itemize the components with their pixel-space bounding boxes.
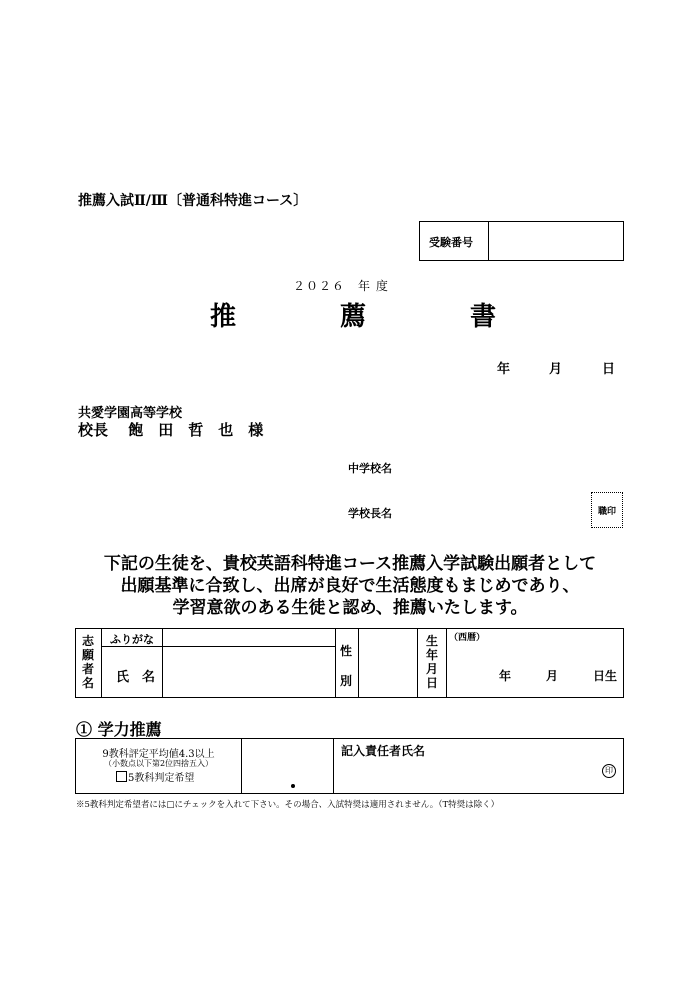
birth-month-label: 月 (546, 669, 559, 683)
statement-line-2: 出願基準に合致し、出席が良好で生活態度もまじめであり、 (120, 576, 580, 596)
teacher-label: 記入責任者氏名 (341, 744, 426, 758)
official-seal-label: 職印 (597, 506, 616, 517)
applicant-label: 志願者名 (81, 634, 94, 690)
junior-high-label: 中学校名 (348, 462, 392, 475)
exam-type: 推薦入試Ⅱ/Ⅲ〔普通科特進コース〕 (78, 193, 308, 209)
criteria-line-1: 9教科評定平均値4.3以上 (102, 749, 215, 760)
name-field[interactable] (164, 649, 334, 695)
criteria-line-2: （小数点以下第2位四捨五入） (103, 759, 214, 768)
exam-number-label: 受験番号 (429, 236, 473, 249)
addressee-school: 共愛学園高等学校 (78, 406, 183, 421)
exam-number-box (419, 221, 624, 261)
gender-label-top: 性 (340, 644, 353, 658)
divider (162, 629, 163, 697)
furigana-field[interactable] (164, 630, 334, 645)
five-subject-checkbox[interactable] (116, 771, 127, 782)
date-day: 日 (602, 362, 616, 377)
gender-field[interactable] (360, 630, 416, 696)
name-label: 氏 名 (116, 670, 156, 685)
divider (241, 739, 242, 793)
divider (417, 629, 418, 697)
section-heading: ① 学力推薦 (76, 720, 162, 739)
teacher-name-field[interactable] (335, 757, 595, 791)
birth-year-label: 年 (499, 669, 512, 683)
divider (446, 629, 447, 697)
recommendation-table (75, 738, 624, 794)
divider (333, 739, 334, 793)
decimal-point-mark (291, 784, 295, 788)
criteria-line-3: 5教科判定希望 (128, 773, 195, 784)
gender-label-bottom: 別 (340, 674, 353, 688)
seal-mark-icon: 印 (602, 764, 616, 778)
date-year: 年 (497, 362, 511, 377)
page-title: 推 薦 書 (210, 302, 497, 332)
birth-day-label: 日生 (593, 669, 618, 683)
era-label: （西暦） (449, 633, 486, 643)
furigana-label: ふりがな (110, 633, 154, 646)
fiscal-year: ２０２６ 年 度 (293, 279, 389, 293)
exam-number-divider (488, 222, 489, 260)
birth-label: 生年月日 (425, 634, 438, 690)
divider (358, 629, 359, 697)
official-seal-box (591, 492, 623, 528)
date-month: 月 (549, 362, 563, 377)
statement-line-1: 下記の生徒を、貴校英語科特進コース推薦入学試験出願者として (103, 554, 597, 574)
applicant-table (75, 628, 624, 698)
divider (101, 629, 102, 697)
average-score-field[interactable] (243, 740, 331, 792)
addressee-principal: 校長 飽 田 哲 也 様 (78, 421, 264, 439)
note-text: ※5教科判定希望者には□にチェックを入れて下さい。その場合、入試特奨は適用されません。（T特奨は除く） (76, 800, 500, 810)
principal-label: 学校長名 (348, 507, 392, 520)
divider (335, 629, 336, 697)
statement-line-3: 学習意欲のある生徒と認め、推薦いたします。 (172, 598, 528, 618)
